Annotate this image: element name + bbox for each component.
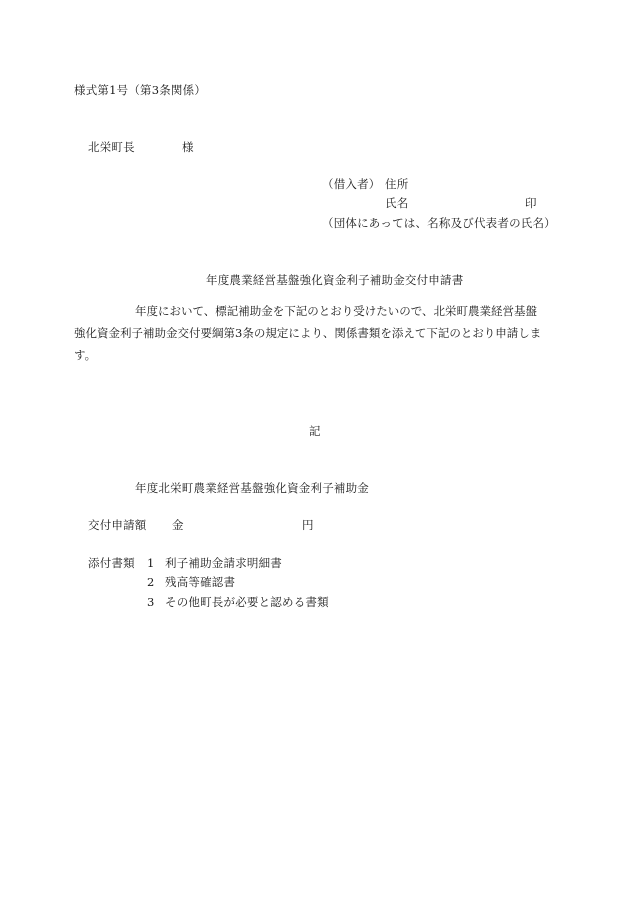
attachment-number: 3 <box>147 595 155 609</box>
applicant-role: （借入者） <box>322 177 381 191</box>
attachment-text: その他町長が必要と認める書類 <box>165 595 329 609</box>
body-line-3: す。 <box>74 348 97 362</box>
attachment-number: 1 <box>147 556 155 570</box>
body-paragraph <box>74 300 556 366</box>
subsidy-name: 年度北栄町農業経営基盤強化資金利子補助金 <box>135 481 369 495</box>
application-amount-prefix: 金 <box>172 518 184 532</box>
attachment-text: 残高等確認書 <box>165 575 236 589</box>
attachments-label: 添付書類 <box>88 556 135 570</box>
application-amount-label: 交付申請額 <box>88 518 147 532</box>
form-number: 様式第1号（第3条関係） <box>74 83 207 97</box>
applicant-name-label: 氏名 <box>385 196 409 210</box>
application-amount-unit: 円 <box>302 518 314 532</box>
attachment-number: 2 <box>147 575 155 589</box>
body-line-1: 年度において、標記補助金を下記のとおり受けたいので、北栄町農業経営基盤 <box>135 304 538 318</box>
applicant-address-label: 住所 <box>385 177 409 191</box>
addressee-honorific: 様 <box>182 140 194 154</box>
applicant-note: （団体にあっては、名称及び代表者の氏名） <box>322 216 556 230</box>
addressee-name: 北栄町長 <box>88 140 135 154</box>
body-line-2: 強化資金利子補助金交付要綱第3条の規定により、関係書類を添えて下記のとおり申請しま <box>74 326 542 340</box>
seal-mark: 印 <box>525 196 537 210</box>
attachment-text: 利子補助金請求明細書 <box>165 556 282 570</box>
document-title: 年度農業経営基盤強化資金利子補助金交付申請書 <box>206 273 464 287</box>
ki-heading: 記 <box>309 424 321 438</box>
